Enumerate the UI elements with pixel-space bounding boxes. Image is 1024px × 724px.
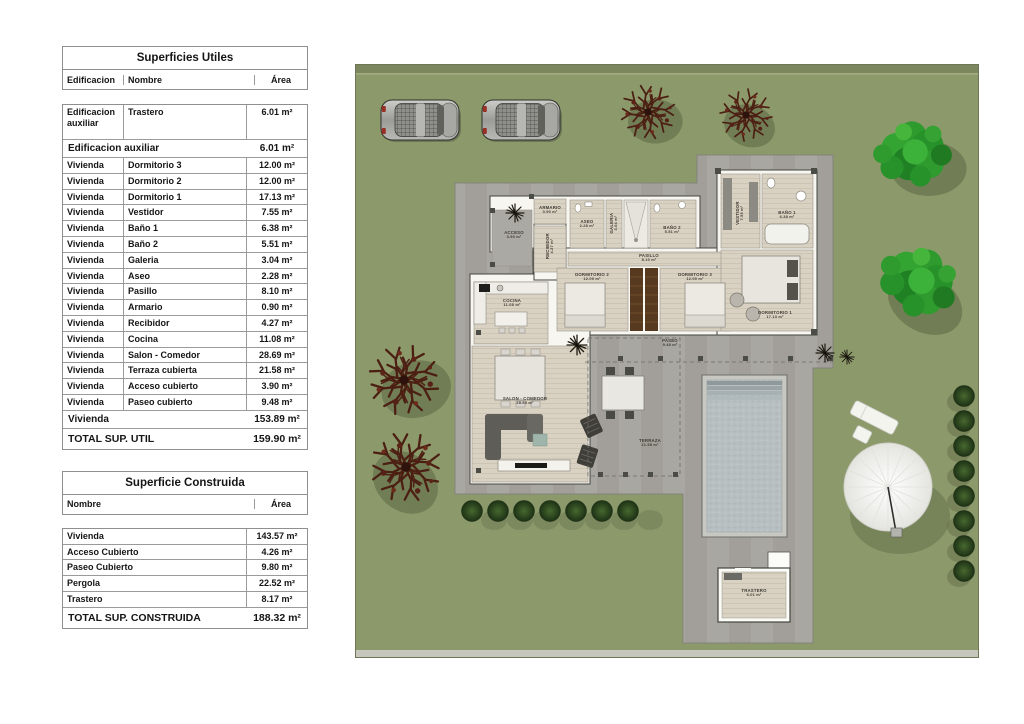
table-row (63, 236, 307, 252)
table-cell-nombre: Baño 1 (124, 221, 247, 236)
table-row (63, 220, 307, 236)
room-label-dormitorio3: DORMITORIO 3 12.00 m² (678, 272, 712, 282)
table-cell-area: 7.55 m² (261, 207, 293, 218)
table-cell-area: 8.17 m² (261, 593, 293, 604)
total-label: TOTAL SUP. UTIL (68, 432, 155, 445)
table-row (63, 204, 307, 220)
table-utiles-columns (63, 70, 307, 89)
subtotal-label: Edificacion auxiliar (68, 143, 160, 154)
col-header-nombre: Nombre (124, 75, 255, 85)
table-construida-header (62, 471, 308, 515)
table-row (63, 252, 307, 268)
table-cell-area: 4.26 m² (261, 546, 293, 557)
table-cell-edificacion: Vivienda (63, 174, 124, 189)
total-label: TOTAL SUP. CONSTRUIDA (68, 611, 201, 624)
table-cell-area: 2.28 m² (261, 270, 293, 281)
table-cell-nombre: Pergola (63, 576, 247, 591)
table-cell-nombre: Baño 2 (124, 237, 247, 252)
table-construida-rows (63, 529, 307, 607)
room-label-terraza: TERRAZA 21.58 m² (639, 438, 661, 448)
site-plan (355, 64, 979, 658)
subtotal-value: 6.01 m² (259, 143, 295, 154)
table-construida-title: Superficie Construida (63, 472, 307, 495)
table-cell-area: 6.38 m² (261, 223, 293, 234)
table-cell-edificacion: Vivienda (63, 253, 124, 268)
table-cell-edificacion: Vivienda (63, 316, 124, 331)
table-cell-area: 3.90 m² (261, 381, 293, 392)
table-cell-edificacion: Vivienda (63, 237, 124, 252)
table-cell-area: 9.80 m² (261, 562, 293, 573)
table-utiles-body (62, 104, 308, 450)
room-label-recibidor: RECIBIDOR 4.27 m² (544, 233, 555, 260)
table-utiles-vivienda-rows (63, 157, 307, 410)
table-cell-nombre: Trastero (63, 592, 247, 607)
table-construida-columns (63, 495, 307, 514)
table-row (63, 347, 307, 363)
site-plan-drawing (355, 64, 979, 658)
room-label-vestidor: VESTIDOR 7.55 m² (734, 201, 745, 225)
table-cell-edificacion: Vivienda (63, 284, 124, 299)
table-row (63, 394, 307, 410)
table-utiles-title: Superficies Utiles (63, 47, 307, 70)
table-row (63, 268, 307, 284)
table-cell-nombre: Galeria (124, 253, 247, 268)
table-row (63, 173, 307, 189)
table-row (63, 105, 307, 139)
total-value: 188.32 m² (253, 611, 301, 624)
table-cell-edificacion: Vivienda (63, 221, 124, 236)
room-label-pasillo: PASILLO 8.10 m² (639, 253, 659, 263)
table-cell-nombre: Acceso Cubierto (63, 545, 247, 560)
table-cell-area: 5.51 m² (261, 238, 293, 249)
room-label-trastero: TRASTERO 6.01 m² (741, 588, 767, 598)
table-row (63, 189, 307, 205)
table-cell-nombre: Dormitorio 2 (124, 174, 247, 189)
table-cell-edificacion: Vivienda (63, 269, 124, 284)
table-cell-edificacion: Vivienda (63, 205, 124, 220)
table-row (63, 315, 307, 331)
room-label-aseo: ASEO 2.28 m² (579, 219, 595, 229)
table-row (63, 283, 307, 299)
table-cell-nombre: Vivienda (63, 529, 247, 544)
table-cell-area: 28.69 m² (258, 349, 296, 360)
col-header-area: Área (270, 499, 291, 510)
table-cell-nombre: Armario (124, 300, 247, 315)
room-label-bano2: BAÑO 2 5.51 m² (663, 225, 681, 235)
table-cell-area: 3.04 m² (261, 254, 293, 265)
table-cell-area: 21.58 m² (258, 365, 296, 376)
room-label-acceso: ACCESO 3.90 m² (504, 230, 524, 240)
table-cell-edificacion: Vivienda (63, 158, 124, 173)
table-cell-area: 12.00 m² (258, 175, 296, 186)
total-sup-construida (63, 607, 307, 628)
table-cell-nombre: Trastero (124, 105, 247, 139)
table-row (63, 362, 307, 378)
agave-plant (840, 350, 854, 364)
table-row (63, 529, 307, 544)
table-cell-nombre: Pasillo (124, 284, 247, 299)
table-cell-edificacion: Vivienda (63, 190, 124, 205)
table-cell-nombre: Dormitorio 3 (124, 158, 247, 173)
col-header-edificacion: Edificacion (63, 75, 124, 85)
table-cell-edificacion: Vivienda (63, 379, 124, 394)
pool (702, 375, 787, 537)
table-cell-nombre: Aseo (124, 269, 247, 284)
subtotal-label: Vivienda (68, 413, 109, 425)
room-label-dormitorio1: DORMITORIO 1 17.13 m² (758, 310, 792, 320)
table-row (63, 559, 307, 575)
car (381, 100, 461, 142)
table-row (63, 331, 307, 347)
total-value: 159.90 m² (253, 432, 301, 445)
table-cell-area: 4.27 m² (261, 317, 293, 328)
table-cell-edificacion: Edificacion auxiliar (63, 105, 124, 139)
table-cell-area: 17.13 m² (258, 191, 296, 202)
subtotal-vivienda (63, 410, 307, 428)
room-label-galeria: GALERIA 3.04 m² (608, 212, 619, 234)
table-row (63, 575, 307, 591)
subtotal-edificacion-auxiliar (63, 139, 307, 157)
table-cell-nombre: Terraza cubierta (124, 363, 247, 378)
table-cell-nombre: Salon - Comedor (124, 348, 247, 363)
area-tables (62, 46, 308, 629)
table-cell-area: 143.57 m² (256, 530, 298, 541)
table-row (63, 299, 307, 315)
table-cell-edificacion: Vivienda (63, 332, 124, 347)
room-label-dormitorio2: DORMITORIO 2 12.00 m² (575, 272, 609, 282)
col-header-nombre: Nombre (63, 499, 255, 509)
table-row (63, 378, 307, 394)
table-cell-area: 22.52 m² (258, 578, 296, 589)
table-cell-edificacion: Vivienda (63, 300, 124, 315)
table-utiles-aux-rows (63, 105, 307, 139)
table-cell-area: 0.90 m² (261, 302, 293, 313)
table-cell-area: 6.01 m² (261, 107, 293, 117)
table-cell-area: 12.00 m² (258, 160, 296, 170)
table-cell-area: 11.08 m² (259, 333, 295, 344)
col-header-area: Área (270, 74, 291, 85)
subtotal-value: 153.89 m² (254, 413, 300, 425)
agave-plant (567, 335, 587, 355)
table-cell-nombre: Paseo Cubierto (63, 560, 247, 575)
room-label-cocina: COCINA 11.08 m² (502, 298, 522, 308)
table-cell-edificacion: Vivienda (63, 395, 124, 410)
table-row (63, 544, 307, 560)
table-cell-nombre: Dormitorio 1 (124, 190, 247, 205)
room-label-paseo: PASEO 9.48 m² (662, 338, 678, 348)
table-cell-nombre: Recibidor (124, 316, 247, 331)
room-label-armario: ARMARIO 0.90 m² (539, 205, 561, 215)
room-label-salon: SALON - COMEDOR 28.69 m² (502, 396, 548, 406)
table-row (63, 591, 307, 607)
table-cell-edificacion: Vivienda (63, 363, 124, 378)
total-sup-util (63, 428, 307, 449)
room-label-bano1: BAÑO 1 6.38 m² (778, 210, 796, 220)
table-cell-nombre: Vestidor (124, 205, 247, 220)
table-cell-area: 8.10 m² (261, 286, 293, 297)
agave-plant (816, 344, 834, 362)
car (482, 100, 562, 142)
agave-plant (506, 204, 524, 222)
table-cell-area: 9.48 m² (261, 396, 293, 407)
table-cell-nombre: Paseo cubierto (124, 395, 247, 410)
table-construida-body (62, 528, 308, 629)
table-utiles-header (62, 46, 308, 90)
table-row (63, 158, 307, 173)
table-cell-edificacion: Vivienda (63, 348, 124, 363)
table-cell-nombre: Cocina (124, 332, 247, 347)
table-cell-nombre: Acceso cubierto (124, 379, 247, 394)
